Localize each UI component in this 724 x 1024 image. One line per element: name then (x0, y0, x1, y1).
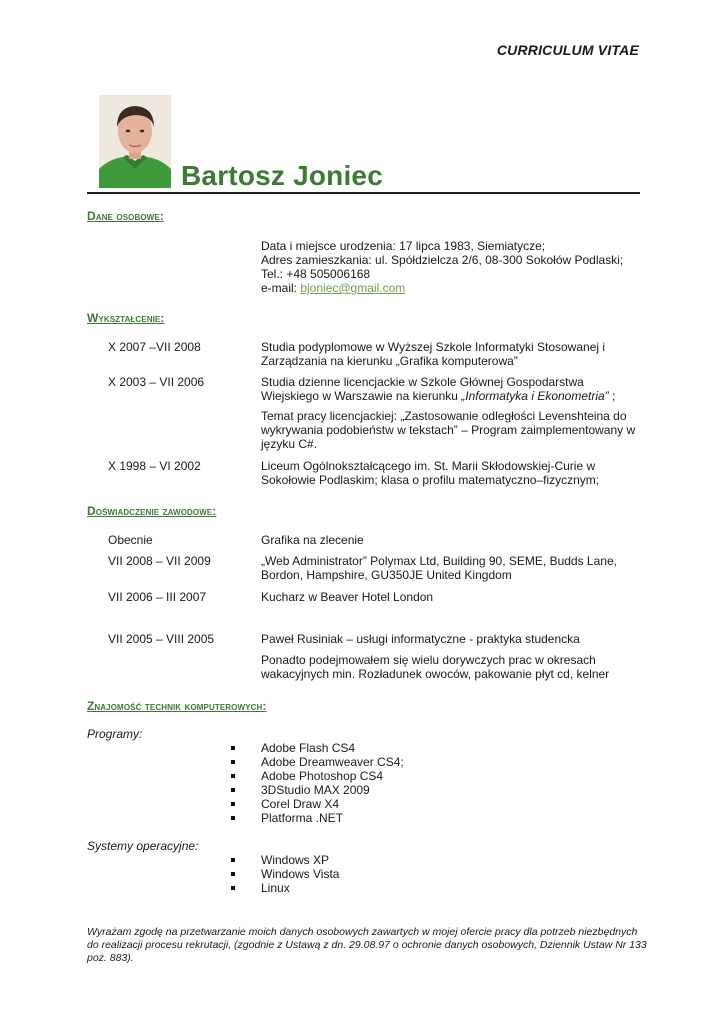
phone-info: Tel.: +48 505006168 (261, 267, 371, 281)
list-item: Windows Vista (229, 867, 339, 881)
list-item: Adobe Dreamweaver CS4; (229, 755, 404, 769)
os-list (229, 853, 339, 895)
section-title-education: Wykształcenie: (87, 311, 165, 325)
experience-description: Grafika na zlecenie (261, 533, 364, 547)
email-label: e-mail: (261, 281, 301, 295)
experience-description: Paweł Rusiniak – usługi informatyczne - praktyka studencka (261, 632, 580, 646)
section-title-personal: Dane osobowe: (87, 209, 164, 223)
personal-details (261, 239, 641, 295)
education-description-text: Studia dzienne licencjackie w Szkole Głównej Gospodarstwa Wiejskiego w Warszawie na kierunku (261, 375, 584, 403)
education-description-end: ; (608, 389, 616, 403)
consent-clause: Wyrażam zgodę na przetwarzanie moich danych osobowych zawartych w mojej ofercie pracy dla potrzeb niezbędnych do realizacji procesu rekrutacji, (zgodnie z Ustawą z dn. 29.08.97 o ochronie danych osobowych, Dziennik Ustaw Nr 133 poz. 883). (87, 926, 647, 964)
person-name: Bartosz Joniec (181, 160, 383, 191)
profile-photo (99, 95, 171, 188)
education-description: Studia podyplomowe w Wyższej Szkole Informatyki Stosowanej i Zarządzania na kierunku „Grafika komputerowa” (261, 340, 606, 368)
education-date: X 2007 –VII 2008 (108, 340, 201, 354)
education-field-name: „Informatyka i Ekonometria” (461, 389, 609, 403)
address-info: Adres zamieszkania: ul. Spółdzielcza 2/6, 08-300 Sokołów Podlaski; (261, 253, 624, 267)
programs-label: Programy: (87, 727, 143, 741)
education-description (261, 375, 641, 403)
list-item: 3DStudio MAX 2009 (229, 783, 404, 797)
section-title-experience: Doświadczenie zawodowe: (87, 504, 217, 518)
education-date: X 1998 – VI 2002 (108, 459, 201, 473)
thesis-description: Temat pracy licencjackiej: „Zastosowanie odległości Levenshteina do wykrywania podobieństw w tekstach” – Program zaimplementowany w języku C#. (261, 409, 636, 451)
os-label: Systemy operacyjne: (87, 839, 199, 853)
education-date: X 2003 – VII 2006 (108, 375, 205, 389)
email-link[interactable]: bjoniec@gmail.com (300, 281, 406, 295)
education-description: Liceum Ogólnokształcącego im. St. Marii Skłodowskiej-Curie w Sokołowie Podlaskim; klasa o profilu matematyczno–fizycznym; (261, 459, 600, 487)
list-item: Adobe Photoshop CS4 (229, 769, 404, 783)
header-divider (87, 192, 640, 194)
list-item: Platforma .NET (229, 811, 404, 825)
experience-description: Kucharz w Beaver Hotel London (261, 590, 434, 604)
experience-date: VII 2005 – VIII 2005 (108, 632, 215, 646)
list-item: Linux (229, 881, 339, 895)
experience-description: Ponadto podejmowałem się wielu dorywczych prac w okresach wakacyjnych min. Rozładunek owoców, pakowanie płyt cd, kelner (261, 653, 610, 681)
experience-date: VII 2008 – VII 2009 (108, 554, 211, 568)
section-title-skills: Znajomość technik komputerowych: (87, 699, 267, 713)
document-title: CURRICULUM VITAE (496, 42, 639, 58)
list-item: Windows XP (229, 853, 339, 867)
programs-list (229, 741, 404, 825)
experience-description: „Web Administrator” Polymax Ltd, Building 90, SEME, Budds Lane, Bordon, Hampshire, GU350JE United Kingdom (261, 554, 617, 582)
email-info (261, 281, 641, 295)
experience-date: Obecnie (108, 533, 153, 547)
experience-date: VII 2006 – III 2007 (108, 590, 207, 604)
list-item: Adobe Flash CS4 (229, 741, 404, 755)
list-item: Corel Draw X4 (229, 797, 404, 811)
birth-info: Data i miejsce urodzenia: 17 lipca 1983, Siemiatycze; (261, 239, 546, 253)
